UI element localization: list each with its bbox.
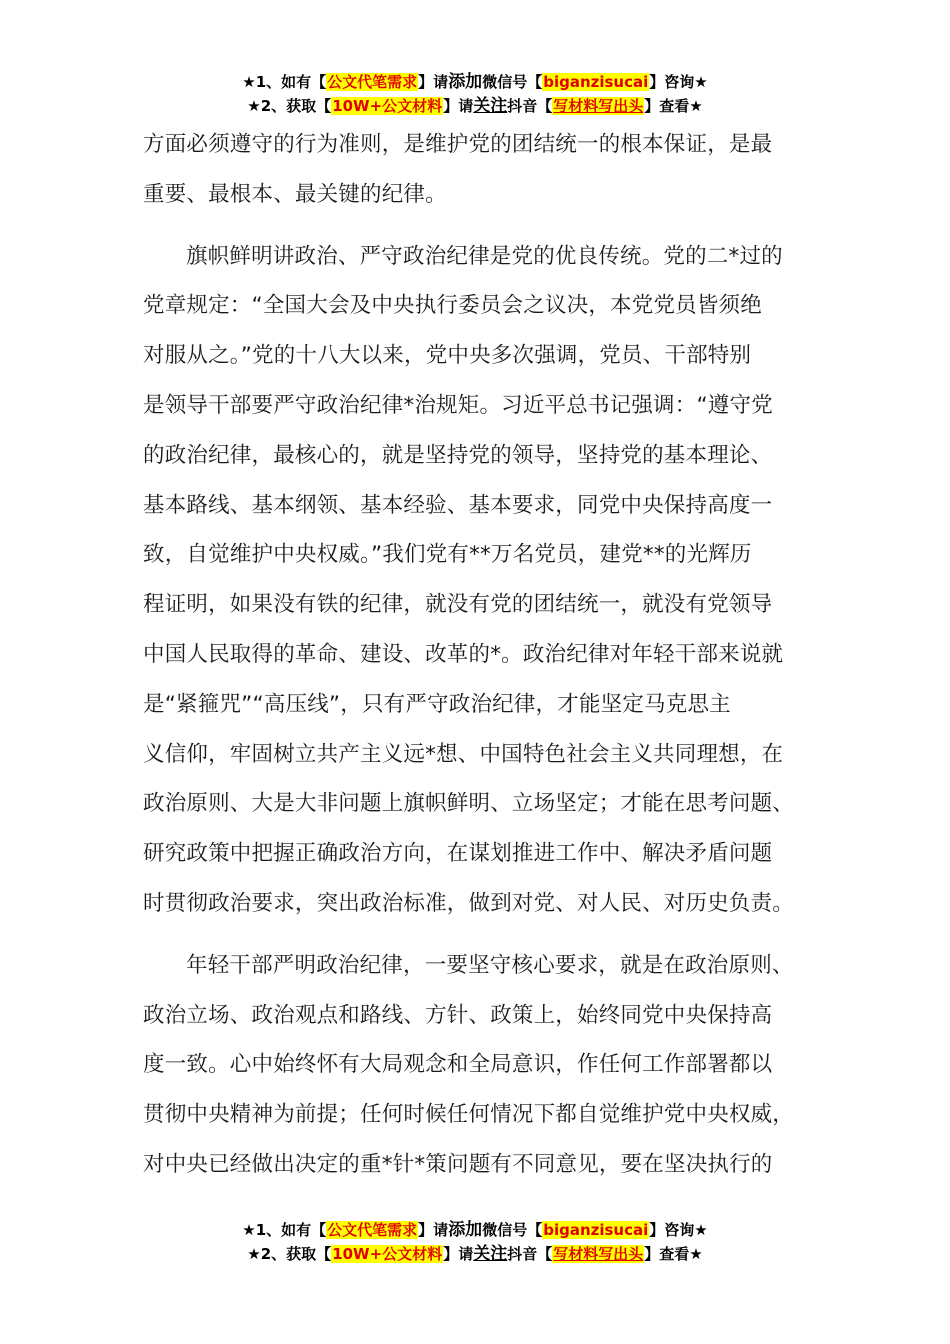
text-line: 基本路线、基本纲领、基本经验、基本要求，同党中央保持高度一 [143,492,773,518]
footer-banner [0,1218,950,1266]
text-line: 致，自觉维护中央权威。”我们党有**万名党员，建党**的光辉历 [143,542,752,568]
text-line: 的政治纪律，最核心的，就是坚持党的领导，坚持党的基本理论、 [143,442,773,468]
text-line: 程证明，如果没有铁的纪律，就没有党的团结统一，就没有党领导 [143,592,773,618]
document-body [143,120,823,1190]
text-line: 时贯彻政治要求，突出政治标准，做到对党、对人民、对历史负责。 [143,890,795,916]
text-line: 研究政策中把握正确政治方向，在谋划推进工作中、解决矛盾问题 [143,841,773,867]
header-banner [0,70,950,118]
highlight-materials: 10W+公文材料 [332,1245,443,1263]
paragraph-3 [143,941,823,1190]
highlight-wechat-id: biganzisucai [543,1221,649,1239]
banner-line-1: ★1、如有【公文代笔需求】请添加微信号【biganzisucai】咨询★ [242,1220,708,1240]
text-line: 是“紧箍咒”“高压线”，只有严守政治纪律，才能坚定马克思主 [143,691,731,717]
banner-line-2: ★2、获取【10W+公文材料】请关注抖音【写材料写出头】查看★ [247,96,703,116]
paragraph-2 [143,232,823,929]
banner-line-1: ★1、如有【公文代笔需求】请添加微信号【biganzisucai】咨询★ [242,72,708,92]
text-line: 方面必须遵守的行为准则，是维护党的团结统一的根本保证，是最 [143,132,773,157]
text-line: 中国人民取得的革命、建设、改革的*。政治纪律对年轻干部来说就 [143,641,784,667]
text-line: 对服从之。”党的十八大以来，党中央多次强调，党员、干部特别 [143,343,752,369]
text-line: 重要、最根本、最关键的纪律。 [143,181,447,207]
highlight-douyin-id: 写材料写出头 [553,1245,644,1263]
highlight-wechat-id: biganzisucai [543,73,649,91]
text-line: 旗帜鲜明讲政治、严守政治纪律是党的优良传统。党的二*过的 [186,243,783,269]
text-line: 度一致。心中始终怀有大局观念和全局意识，作任何工作部署都以 [143,1052,773,1078]
text-line: 贯彻中央精神为前提；任何时候任何情况下都自觉维护党中央权威， [143,1102,795,1128]
text-line: 政治立场、政治观点和路线、方针、政策上，始终同党中央保持高 [143,1002,773,1028]
banner-line-2: ★2、获取【10W+公文材料】请关注抖音【写材料写出头】查看★ [247,1244,703,1264]
text-line: 政治原则、大是大非问题上旗帜鲜明、立场坚定；才能在思考问题、 [143,791,795,817]
highlight-service: 公文代笔需求 [327,1221,418,1239]
paragraph-1 [143,120,823,220]
text-line: 对中央已经做出决定的重*针*策问题有不同意见，要在坚决执行的 [143,1151,773,1177]
text-line: 义信仰，牢固树立共产主义远*想、中国特色社会主义共同理想，在 [143,741,784,767]
text-line: 党章规定：“全国大会及中央执行委员会之议决，本党党员皆须绝 [143,293,762,319]
highlight-materials: 10W+公文材料 [332,97,443,115]
text-line: 是领导干部要严守政治纪律*治规矩。习近平总书记强调：“遵守党 [143,392,773,418]
highlight-douyin-id: 写材料写出头 [553,97,644,115]
text-line: 年轻干部严明政治纪律，一要坚守核心要求，就是在政治原则、 [186,952,794,978]
highlight-service: 公文代笔需求 [327,73,418,91]
